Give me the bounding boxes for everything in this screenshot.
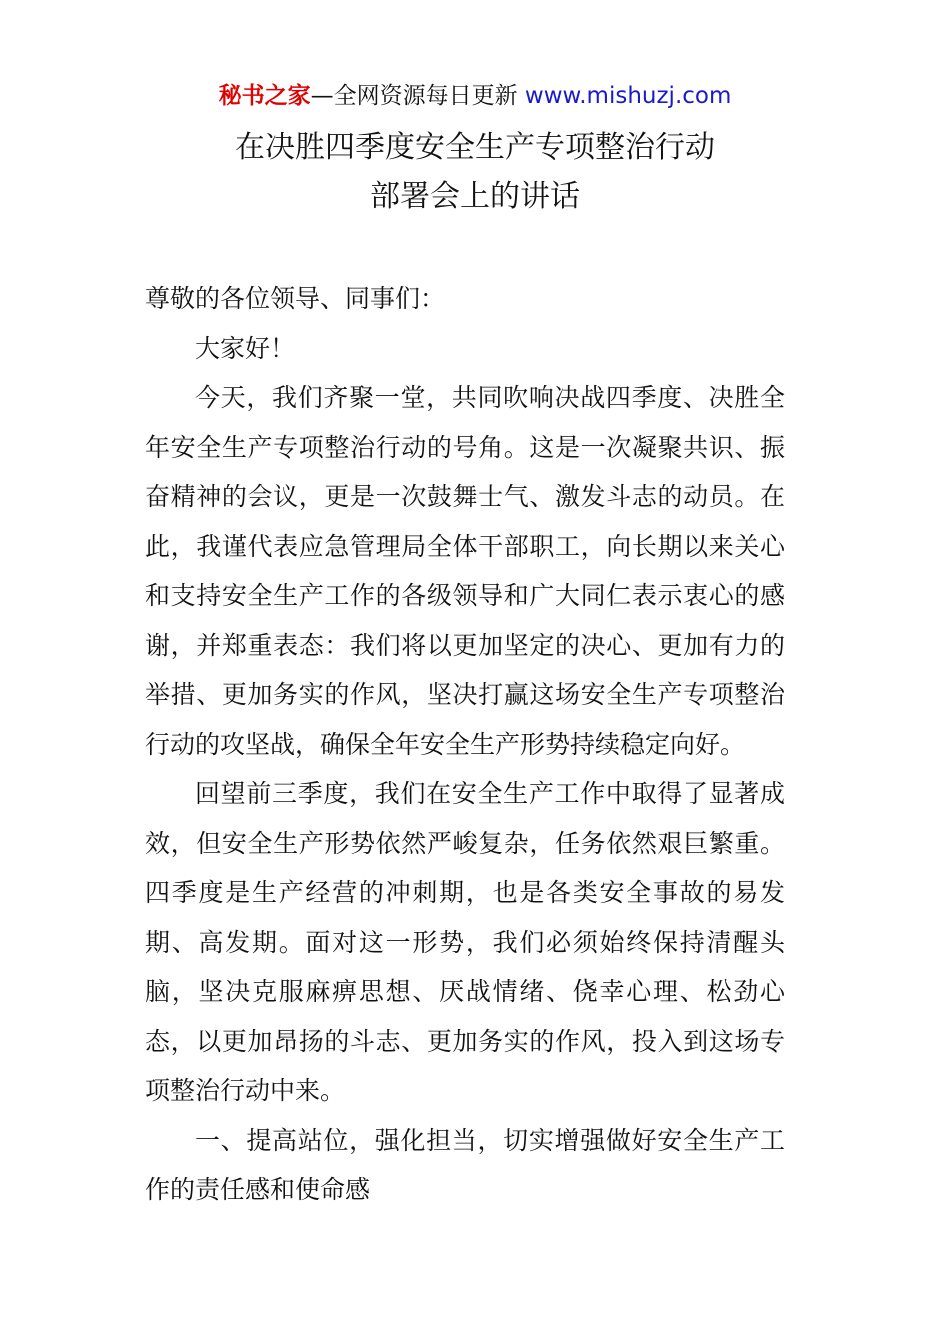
document-body	[145, 274, 785, 1215]
document-title-line-2: 部署会上的讲话	[370, 179, 580, 214]
paragraph-greeting: 大家好！	[195, 333, 296, 363]
brand-name: 秘书之家	[218, 83, 311, 109]
section-heading-1: 一、提高站位，强化担当，切实增强做好安全生产工作的责任感和使命感	[145, 1125, 785, 1204]
site-link[interactable]: www.mishuzj.com	[524, 83, 732, 109]
paragraph-review: 回望前三季度，我们在安全生产工作中取得了显著成效，但安全生产形势依然严峻复杂，任务依然艰巨繁重。四季度是生产经营的冲刺期，也是各类安全事故的易发期、高发期。面对这一形势，我们必须始终保持清醒头脑，坚决克服麻痹思想、厌战情绪、侥幸心理、松劲心态，以更加昂扬的斗志、更加务实的作风，投入到这场专项整治行动中来。	[145, 779, 785, 1105]
paragraph-opening: 今天，我们齐聚一堂，共同吹响决战四季度、决胜全年安全生产专项整治行动的号角。这是一次凝聚共识、振奋精神的会议，更是一次鼓舞士气、激发斗志的动员。在此，我谨代表应急管理局全体干部职工，向长期以来关心和支持安全生产工作的各级领导和广大同仁表示衷心的感谢，并郑重表态：我们将以更加坚定的决心、更加有力的举措、更加务实的作风，坚决打赢这场安全生产专项整治行动的攻坚战，确保全年安全生产形势持续稳定向好。	[145, 383, 785, 759]
salutation: 尊敬的各位领导、同事们：	[145, 284, 446, 313]
document-title-line-1: 在决胜四季度安全生产专项整治行动	[235, 130, 715, 165]
header-banner	[0, 80, 950, 112]
header-tagline: —全网资源每日更新	[310, 83, 525, 109]
